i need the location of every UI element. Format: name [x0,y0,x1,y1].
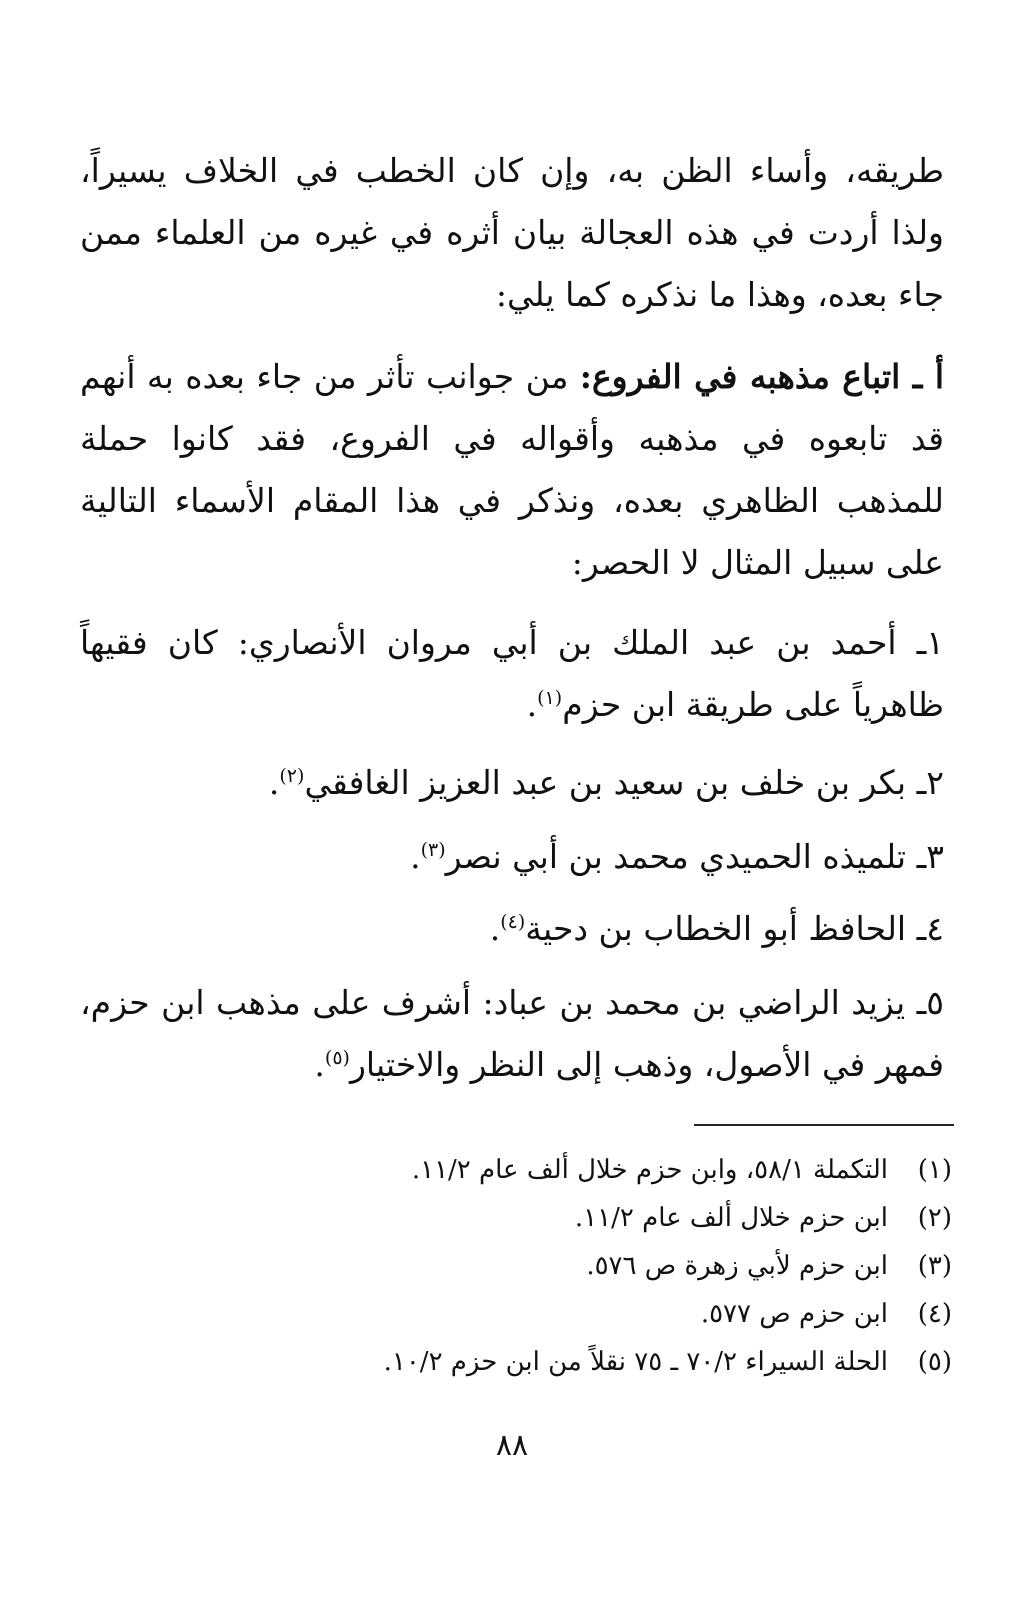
footnote-text: الحلة السيراء ٧٠/٢ ـ ٧٥ نقلاً من ابن حزم ١٠/٢. [383,1347,888,1377]
list-item-end: . [526,685,538,724]
footnote-number: (٤) [917,1299,952,1329]
list-item-end: . [489,909,501,948]
list-item [80,612,944,736]
footnote [250,1338,952,1386]
footnote-number: (٣) [917,1251,952,1281]
list-item [80,826,944,888]
footnote [250,1242,952,1290]
footnote-divider [694,1124,954,1126]
list-item-text: ٢ـ بكر بن خلف بن سعيد بن عبد العزيز الغافقي [304,763,944,802]
list-item-text: ١ـ أحمد بن عبد الملك بن أبي مروان الأنصاري: كان فقيهاً ظاهرياً على طريقة ابن حزم [80,623,944,724]
footnote [250,1146,952,1194]
footnote-text: التكملة ٥٨/١، وابن حزم خلال ألف عام ١١/٢. [411,1155,888,1185]
list-item [80,898,944,960]
footnote [250,1194,952,1242]
footnote-ref[interactable]: (٥) [324,1047,350,1069]
footnote-number: (١) [917,1155,952,1185]
section-a-paragraph [80,346,944,594]
footnote-number: (٥) [917,1347,952,1377]
footnote-text: ابن حزم ص ٥٧٧. [700,1299,888,1329]
footnote [250,1290,952,1338]
footnote-ref[interactable]: (٤) [500,911,526,933]
list-item-end: . [314,1045,325,1084]
footnote-text: ابن حزم لأبي زهرة ص ٥٧٦. [586,1251,888,1281]
footnote-ref[interactable]: (٣) [420,839,446,861]
list-item-text: ٣ـ تلميذه الحميدي محمد بن أبي نصر [445,837,944,876]
footnote-number: (٢) [917,1203,952,1233]
list-item-end: . [410,837,421,876]
intro-paragraph: طريقه، وأساء الظن به، وإن كان الخطب في الخلاف يسيراً، ولذا أردت في هذه العجالة بيان أثره في غيره من العلماء ممن جاء بعده، وهذا ما نذكره كما يلي: [80,151,944,314]
footnote-ref[interactable]: (٢) [279,765,305,787]
list-item-text: ٤ـ الحافظ أبو الخطاب بن دحية [525,909,944,948]
section-a-heading: أ ـ اتباع مذهبه في الفروع: [579,357,944,396]
list-item-text: ٥ـ يزيد الراضي بن محمد بن عباد: أشرف على مذهب ابن حزم، فمهر في الأصول، وذهب إلى النظر والاختيار [80,983,944,1084]
footnote-text: ابن حزم خلال ألف عام ١١/٢. [574,1203,888,1233]
footnote-ref[interactable]: (١) [537,687,563,709]
page-number: ٨٨ [495,1428,529,1463]
list-item [80,752,944,814]
list-item-end: . [268,763,280,802]
section-a-body: من جوانب تأثر من جاء بعده به أنهم قد تابعوه في مذهبه وأقواله في الفروع، فقد كانوا حملة للمذهب الظاهري بعده، ونذكر في هذا المقام الأسماء التالية على سبيل المثال لا الحصر: [80,357,944,582]
list-item [80,972,944,1096]
footnotes [250,1146,952,1386]
